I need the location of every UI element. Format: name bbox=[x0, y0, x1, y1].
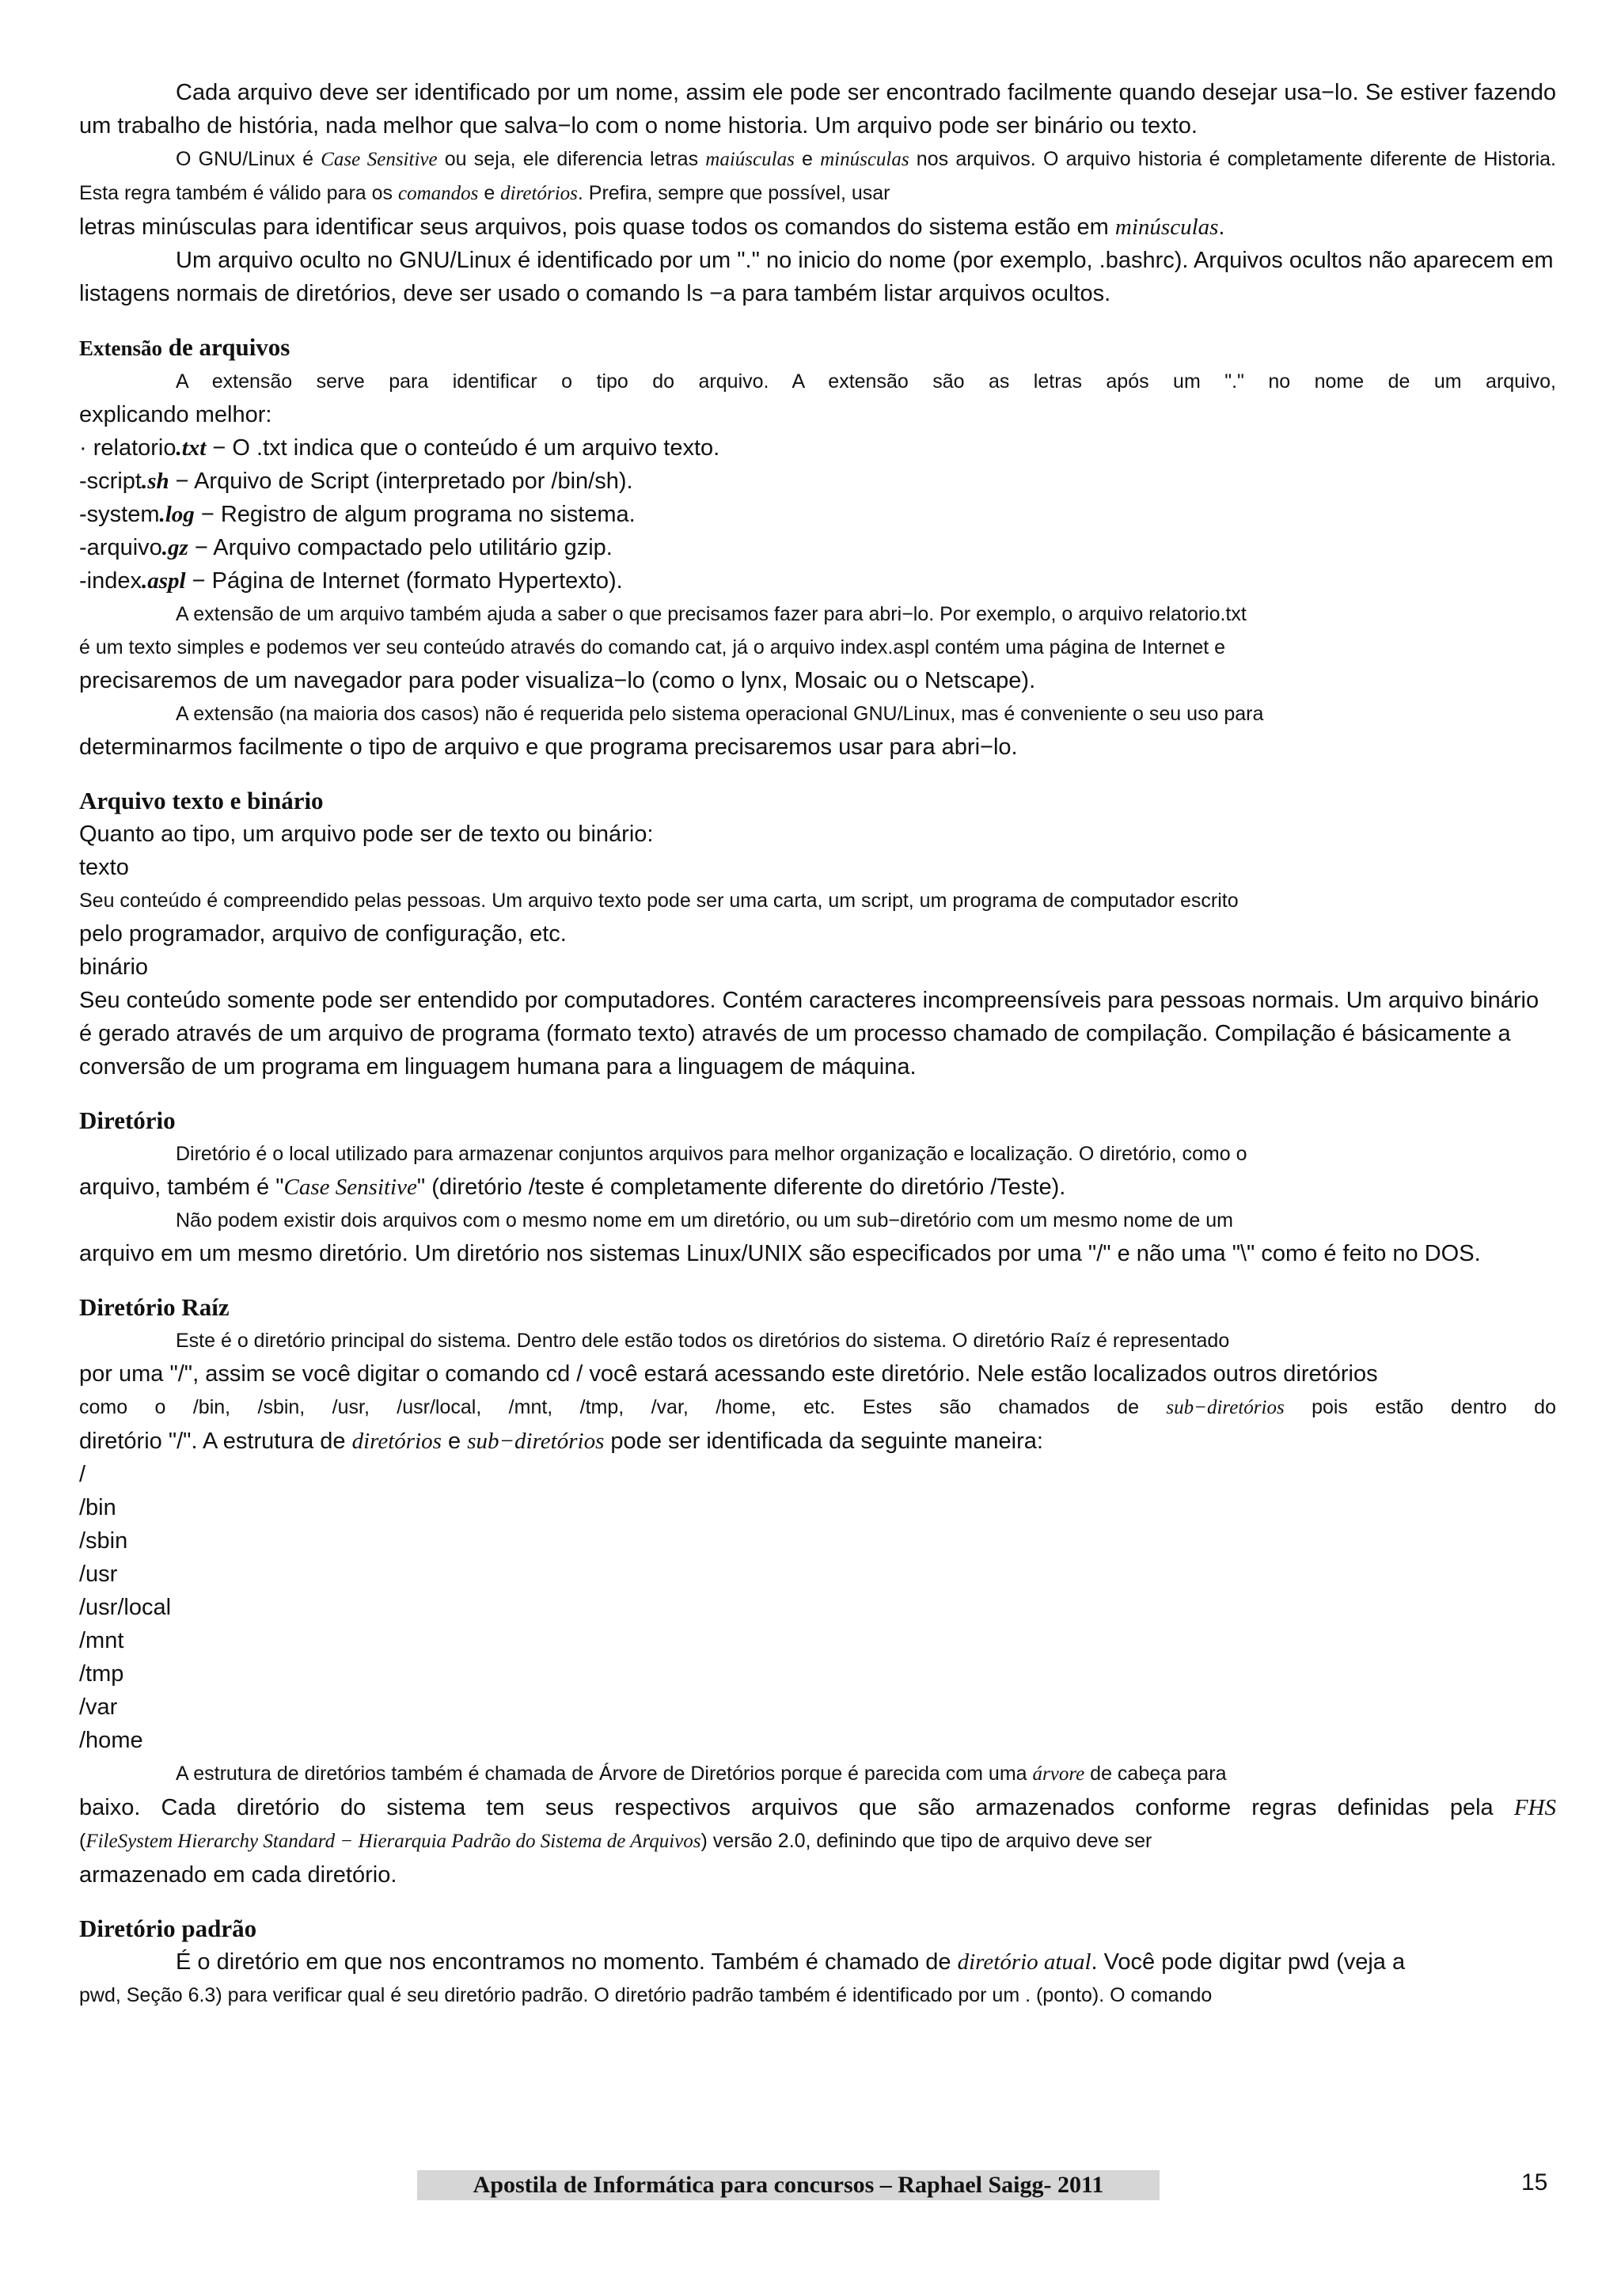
text-run: como o /bin, /sbin, /usr, /usr/local, /mnt, /tmp, /var, /home, etc. Estes são chamados de bbox=[79, 1396, 1167, 1418]
paragraph-arvore-cont bbox=[79, 1791, 1556, 1824]
text-run-italic: sub−diretórios bbox=[1166, 1397, 1285, 1418]
description: − Registro de algum programa no sistema. bbox=[194, 502, 636, 527]
paragraph-extensao-requerida: A extensão (na maioria dos casos) não é requerida pelo sistema operacional GNU/Linux, mas é conveniente o seu uso para bbox=[176, 703, 1264, 725]
heading-text: de arquivos bbox=[162, 333, 290, 361]
heading-diretorio-padrao: Diretório padrão bbox=[79, 1915, 257, 1942]
list-item bbox=[79, 564, 1556, 598]
directory-item: /tmp bbox=[79, 1661, 124, 1687]
heading-text: Extensão bbox=[79, 336, 163, 360]
heading-texto-binario: Arquivo texto e binário bbox=[79, 787, 324, 814]
extension: .sh bbox=[141, 469, 169, 494]
paragraph-minusculas bbox=[79, 211, 1556, 244]
directory-item: /usr bbox=[79, 1562, 118, 1587]
text-run: A estrutura de diretórios também é chamada de Árvore de Diretórios porque é parecida com uma bbox=[176, 1763, 1033, 1785]
text-run-italic: minúsculas bbox=[1114, 214, 1219, 240]
text-run-italic: FileSystem Hierarchy Standard − Hierarquia Padrão do Sistema de Arquivos bbox=[85, 1831, 701, 1852]
description: − Página de Internet (formato Hypertexto). bbox=[185, 568, 623, 594]
text-run: ou seja, ele diferencia letras bbox=[437, 148, 706, 170]
paragraph-nome-arquivo: Cada arquivo deve ser identificado por um nome, assim ele pode ser encontrado facilmente quando desejar usa−lo. Se estiver fazendo um trabalho de história, nada melhor que salva−lo com o nome historia. Um arquivo pode ser binário ou texto. bbox=[79, 80, 1556, 139]
description: − Arquivo compactado pelo utilitário gzip. bbox=[188, 535, 613, 560]
paragraph-extensao-ajuda: A extensão de um arquivo também ajuda a saber o que precisamos fazer para abri−lo. Por exemplo, o arquivo relatorio.txt bbox=[176, 603, 1247, 625]
term-binario: binário bbox=[79, 954, 149, 980]
text-run-italic: FHS bbox=[1513, 1795, 1556, 1820]
directory-item: /home bbox=[79, 1728, 143, 1753]
text-run: . Você pode digitar pwd (veja a bbox=[1091, 1949, 1406, 1975]
filename: · relatorio bbox=[79, 435, 177, 461]
paragraph-diretorio-padrao bbox=[79, 1945, 1556, 1979]
paragraph-raiz-cont: por uma "/", assim se você digitar o comando cd / você estará acessando este diretório. Nele estão localizados outros diretórios bbox=[79, 1361, 1378, 1387]
paragraph-raiz-cont bbox=[79, 1425, 1556, 1458]
paragraph-diretorio: Diretório é o local utilizado para armazenar conjuntos arquivos para melhor organização e localização. O diretório, como o bbox=[176, 1143, 1247, 1165]
extension: .txt bbox=[176, 435, 207, 461]
heading-extensao bbox=[79, 331, 1556, 365]
paragraph-extensao-ajuda-cont: é um texto simples e podemos ver seu conteúdo através do comando cat, já o arquivo index.aspl contém uma página de Internet e bbox=[79, 636, 1226, 658]
directory-item: /var bbox=[79, 1694, 118, 1720]
text-run: É o diretório em que nos encontramos no momento. Também é chamado de bbox=[176, 1949, 958, 1975]
text-run: pois estão dentro do bbox=[1284, 1396, 1556, 1418]
paragraph-raiz-cont bbox=[79, 1391, 1556, 1425]
text-run: O GNU/Linux é bbox=[176, 148, 321, 170]
text-run-italic: Case Sensitive bbox=[321, 149, 438, 170]
text-run-italic: Case Sensitive bbox=[283, 1175, 417, 1200]
text-run: e bbox=[441, 1429, 468, 1454]
paragraph-extensao-ajuda-cont: precisaremos de um navegador para poder visualiza−lo (como o lynx, Mosaic ou o Netscape). bbox=[79, 668, 1036, 693]
text-run-italic: comandos bbox=[397, 183, 479, 204]
extension-list bbox=[79, 431, 1556, 598]
text-run: de cabeça para bbox=[1084, 1763, 1227, 1785]
page-footer: Apostila de Informática para concursos – Raphael Saigg- 2011 bbox=[417, 2170, 1160, 2200]
term-texto: texto bbox=[79, 855, 129, 880]
text-run: " (diretório /teste é completamente diferente do diretório /Teste). bbox=[416, 1175, 1066, 1200]
paragraph-arquivo-oculto: Um arquivo oculto no GNU/Linux é identificado por um "." no inicio do nome (por exemplo, .bashrc). Arquivos ocultos não aparecem em listagens normais de diretórios, deve ser usado o comando ls −a para também listar arquivos ocultos. bbox=[79, 248, 1554, 306]
paragraph-raiz: Este é o diretório principal do sistema. Dentro dele estão todos os diretórios do sistema. O diretório Raíz é representado bbox=[176, 1330, 1230, 1352]
list-item bbox=[79, 531, 1556, 564]
extension: .aspl bbox=[142, 568, 186, 594]
filename: -system bbox=[79, 502, 160, 527]
heading-diretorio-raiz: Diretório Raíz bbox=[79, 1293, 230, 1321]
filename: -index bbox=[79, 568, 142, 594]
text-run: diretório "/". A estrutura de bbox=[79, 1429, 352, 1454]
paragraph-extensao-intro: A extensão serve para identificar o tipo do arquivo. A extensão são as letras após um "." no nome de um arquivo, bbox=[176, 370, 1556, 393]
paragraph-arvore-cont: armazenado em cada diretório. bbox=[79, 1862, 397, 1888]
directory-item: /sbin bbox=[79, 1528, 128, 1554]
directory-list bbox=[79, 1458, 1556, 1757]
extension: .log bbox=[159, 502, 195, 527]
paragraph-extensao-intro-cont: explicando melhor: bbox=[79, 402, 272, 427]
description: − Arquivo de Script (interpretado por /bin/sh). bbox=[169, 469, 633, 494]
list-item bbox=[79, 431, 1556, 465]
filename: -arquivo bbox=[79, 535, 162, 560]
text-run: . bbox=[1218, 214, 1225, 240]
paragraph-diretorio-nomes-cont: arquivo em um mesmo diretório. Um diretório nos sistemas Linux/UNIX são especificados por uma "/" e não uma "\" como é feito no DOS. bbox=[79, 1241, 1481, 1266]
page-body bbox=[79, 76, 1556, 2012]
paragraph-arvore bbox=[79, 1757, 1556, 1791]
directory-item: /bin bbox=[79, 1495, 116, 1520]
definition-texto: Seu conteúdo é compreendido pelas pessoas. Um arquivo texto pode ser uma carta, um script, um programa de computador escrito bbox=[79, 890, 1239, 912]
text-run-italic: diretórios bbox=[351, 1429, 442, 1454]
text-run: . Prefira, sempre que possível, usar bbox=[577, 182, 890, 204]
description: − O .txt indica que o conteúdo é um arquivo texto. bbox=[206, 435, 720, 461]
text-run-italic: maiúsculas bbox=[705, 149, 795, 170]
text-run: arquivo, também é " bbox=[79, 1175, 284, 1200]
text-run: baixo. Cada diretório do sistema tem seus respectivos arquivos que são armazenados conforme regras definidas pela bbox=[79, 1795, 1514, 1820]
text-run: e bbox=[794, 148, 821, 170]
filename: -script bbox=[79, 469, 142, 494]
paragraph-diretorio-nomes: Não podem existir dois arquivos com o mesmo nome em um diretório, ou um sub−diretório com um mesmo nome de um bbox=[176, 1209, 1233, 1231]
definition-binario: Seu conteúdo somente pode ser entendido por computadores. Contém caracteres incompreensíveis para pessoas normais. Um arquivo binário é gerado através de um arquivo de programa (formato texto) através de um processo chamado de compilação. Compilação é básicamente a conversão de um programa em linguagem humana para a linguagem de máquina. bbox=[79, 988, 1539, 1080]
paragraph-diretorio-padrao-cont: pwd, Seção 6.3) para verificar qual é seu diretório padrão. O diretório padrão também é identificado por um . (ponto). O comando bbox=[79, 1984, 1213, 2006]
directory-item: /usr/local bbox=[79, 1595, 172, 1620]
text-run: e bbox=[478, 182, 501, 204]
directory-item: /mnt bbox=[79, 1628, 124, 1653]
text-run-italic: minúsculas bbox=[820, 149, 909, 170]
definition-texto-cont: pelo programador, arquivo de configuração, etc. bbox=[79, 921, 567, 947]
text-run: ( bbox=[79, 1830, 86, 1852]
text-run: letras minúsculas para identificar seus arquivos, pois quase todos os comandos do sistema estão em bbox=[79, 214, 1115, 240]
text-run: nos arquivos. O arquivo historia é completamente diferente de Historia. Esta regra também é válido para os bbox=[79, 148, 1557, 204]
paragraph-diretorio-cont bbox=[79, 1171, 1556, 1204]
paragraph-arvore-cont bbox=[79, 1824, 1556, 1858]
text-run-italic: diretório atual bbox=[957, 1949, 1091, 1975]
text-run-italic: árvore bbox=[1032, 1763, 1085, 1785]
page-number: 15 bbox=[1521, 2169, 1548, 2195]
paragraph-tipo-intro: Quanto ao tipo, um arquivo pode ser de texto ou binário: bbox=[79, 822, 654, 847]
heading-diretorio: Diretório bbox=[79, 1106, 176, 1134]
paragraph-case-sensitive bbox=[79, 142, 1556, 211]
text-run-italic: diretórios bbox=[500, 183, 578, 204]
list-item bbox=[79, 498, 1556, 531]
list-item bbox=[79, 465, 1556, 498]
directory-item: / bbox=[79, 1462, 86, 1487]
paragraph-extensao-requerida-cont: determinarmos facilmente o tipo de arquivo e que programa precisaremos usar para abri−lo. bbox=[79, 734, 1018, 760]
extension: .gz bbox=[161, 535, 188, 560]
text-run: ) versão 2.0, definindo que tipo de arquivo deve ser bbox=[700, 1830, 1152, 1852]
text-run-italic: sub−diretórios bbox=[467, 1429, 605, 1454]
text-run: pode ser identificada da seguinte maneira: bbox=[604, 1429, 1043, 1454]
